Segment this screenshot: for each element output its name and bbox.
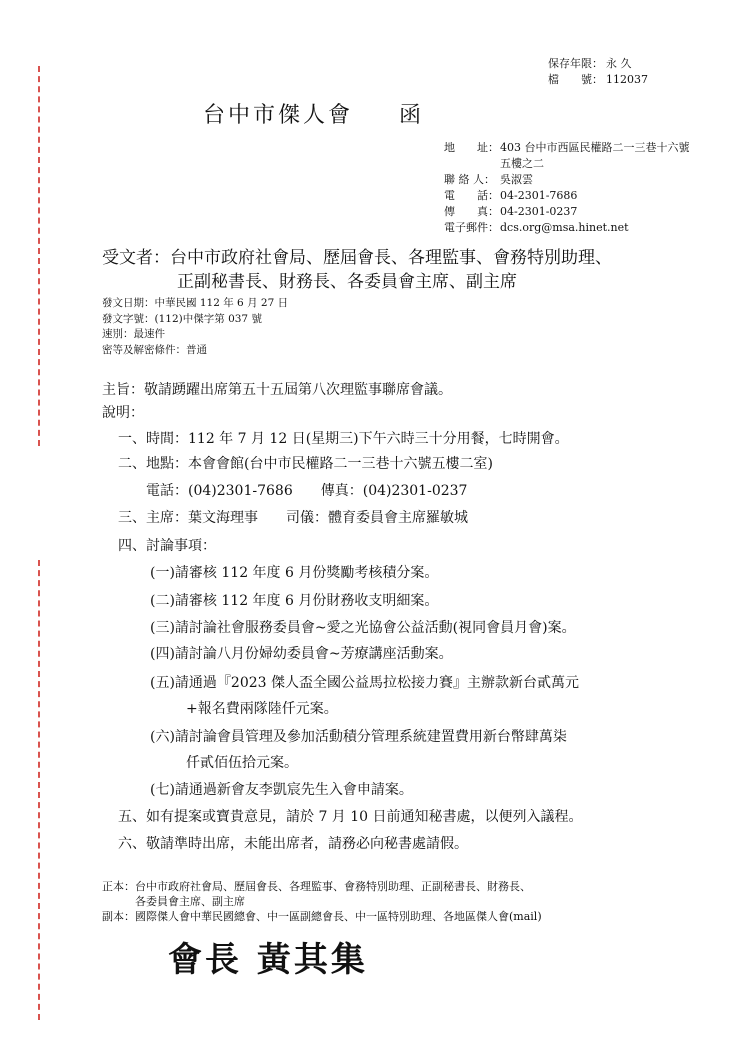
recipients-line1: 受文者：台中市政府社會局、歷屆會長、各理監事、會務特別助理、 [102,248,612,268]
organization-name: 台中市傑人會 [203,103,354,128]
item-location-phone: 電話：(04)2301-7686 傳真：(04)2301-0237 [146,483,468,499]
contact-person-label: 聯 絡 人： [444,173,495,186]
address-line1: 403 台中市西區民權路二一三巷十六號 [500,141,690,154]
email-value: dcs.org@msa.hinet.net [500,221,629,234]
item-time: 一、時間：112 年 7 月 12 日(星期三)下午六時三十分用餐，七時開會。 [118,431,569,447]
item-discussion: 四、討論事項： [118,538,216,554]
fax-value: 04-2301-0237 [500,205,578,218]
main-distribution-cont: 各委員會主席、副主席 [135,895,245,908]
item-proposals: 五、如有提案或寶貴意見，請於 7 月 10 日前通知秘書處，以便列入議程。 [118,809,583,825]
main-distribution: 正本：台中市政府社會局、歷屆會長、各理監事、會務特別助理、正副秘書長、財務長、 [102,880,531,893]
fax-label: 傳 真： [444,205,499,218]
file-number-label: 檔 號： [548,73,603,86]
address-label: 地 址： [444,141,499,154]
retention-block [548,56,648,88]
delivery-speed: 速別：最速件 [102,328,165,340]
contact-person-value: 吳淑雲 [500,173,533,186]
item-attendance: 六、敬請準時出席，未能出席者，請務必向秘書處請假。 [118,836,468,852]
president-signature: 會長 黃其集 [168,940,368,980]
discussion-item-4: (四)請討論八月份婦幼委員會~芳療講座活動案。 [150,646,453,662]
document-number: 發文字號：(112)中傑字第 037 號 [102,312,262,325]
binding-margin-line [38,66,40,446]
contact-block [444,140,690,236]
phone-label: 電 話： [444,189,499,202]
phone-value: 04-2301-7686 [500,189,578,202]
item-chair: 三、主席：葉文海理事 司儀：體育委員會主席羅敏城 [118,510,468,526]
email-label: 電子郵件： [444,221,499,234]
security-level: 密等及解密條件：普通 [102,343,207,356]
letterhead-title [203,98,424,129]
issue-date: 發文日期：中華民國 112 年 6 月 27 日 [102,297,289,309]
copy-distribution: 副本：國際傑人會中華民國總會、中一區副總會長、中一區特別助理、各地區傑人會(mail) [102,910,542,923]
file-number-value: 112037 [606,73,648,86]
discussion-item-1: (一)請審核 112 年度 6 月份獎勵考核積分案。 [150,565,439,581]
discussion-item-2: (二)請審核 112 年度 6 月份財務收支明細案。 [150,593,439,609]
discussion-item-3: (三)請討論社會服務委員會~愛之光協會公益活動(視同會員月會)案。 [150,620,576,636]
recipients-block [102,246,612,294]
discussion-item-6-cont: 仟貳佰伍拾元案。 [186,755,298,771]
binding-margin-line [38,560,40,1020]
item-location: 二、地點：本會會館(台中市民權路二一三巷十六號五樓二室) [118,456,493,472]
discussion-item-5-cont: +報名費兩隊陸仟元案。 [186,701,338,717]
recipients-line2: 正副秘書長、財務長、各委員會主席、副主席 [177,272,517,292]
explanation-label: 說明： [102,405,144,421]
address-line2: 五樓之二 [500,157,544,170]
subject-line: 主旨：敬請踴躍出席第五十五屆第八次理監事聯席會議。 [102,382,452,398]
document-type: 函 [399,103,425,128]
discussion-item-6: (六)請討論會員管理及參加活動積分管理系統建置費用新台幣肆萬柒 [150,729,567,745]
discussion-item-7: (七)請通過新會友李凱宸先生入會申請案。 [150,782,413,798]
discussion-item-5: (五)請通過『2023 傑人盃全國公益馬拉松接力賽』主辦款新台貳萬元 [150,675,580,691]
document-meta [102,296,288,358]
distribution-block [102,879,542,924]
retention-period-label: 保存年限： [548,57,603,70]
retention-period-value: 永 久 [606,57,632,70]
